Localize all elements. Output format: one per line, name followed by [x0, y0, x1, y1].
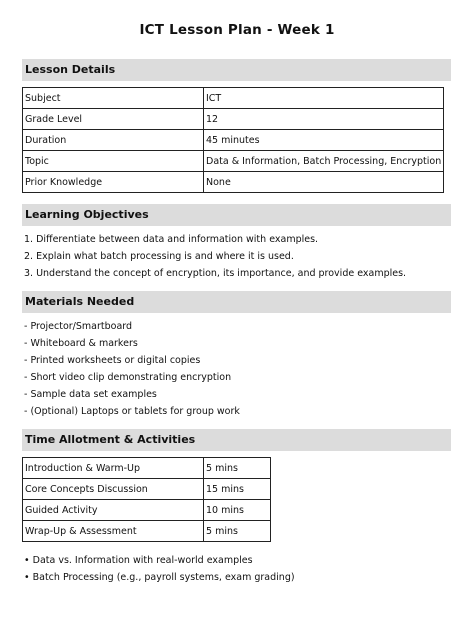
list-item: 1. Differentiate between data and information with examples.: [24, 234, 319, 245]
list-item: - Projector/Smartboard: [24, 321, 133, 332]
list-item: 2. Explain what batch processing is and where it is used.: [24, 251, 294, 262]
section-title: Learning Objectives: [25, 208, 149, 221]
list-item: - Whiteboard & markers: [24, 338, 138, 349]
topic-bullets: [24, 552, 295, 586]
table-cell-time: 15 mins: [204, 479, 271, 500]
list-item: 3. Understand the concept of encryption, its importance, and provide examples.: [24, 268, 407, 279]
table-row: [23, 521, 271, 542]
table-row: [23, 88, 444, 109]
section-header-materials-needed: [22, 291, 451, 313]
time-allotment-table: [22, 457, 271, 542]
table-row: [23, 500, 271, 521]
table-cell-activity: Guided Activity: [23, 500, 204, 521]
list-item: - Short video clip demonstrating encryption: [24, 372, 232, 383]
lesson-details-table: [22, 87, 444, 193]
list-item: - (Optional) Laptops or tablets for group work: [24, 406, 240, 417]
section-title: Time Allotment & Activities: [25, 433, 196, 446]
table-cell-label: Prior Knowledge: [23, 172, 204, 193]
table-row: [23, 151, 444, 172]
list-item: - Sample data set examples: [24, 389, 157, 400]
table-cell-time: 5 mins: [204, 458, 271, 479]
table-cell-activity: Wrap-Up & Assessment: [23, 521, 204, 542]
table-row: [23, 479, 271, 500]
table-row: [23, 109, 444, 130]
section-title: Materials Needed: [25, 295, 135, 308]
table-cell-activity: Introduction & Warm-Up: [23, 458, 204, 479]
table-row: [23, 130, 444, 151]
materials-list: [24, 318, 240, 420]
table-row: [23, 172, 444, 193]
table-cell-label: Duration: [23, 130, 204, 151]
section-header-lesson-details: [22, 59, 451, 81]
section-title: Lesson Details: [25, 63, 116, 76]
list-item: • Data vs. Information with real-world examples: [24, 555, 253, 566]
table-cell-value: 12: [204, 109, 444, 130]
list-item: • Batch Processing (e.g., payroll systems, exam grading): [24, 572, 295, 583]
table-cell-time: 5 mins: [204, 521, 271, 542]
table-cell-value: 45 minutes: [204, 130, 444, 151]
table-cell-time: 10 mins: [204, 500, 271, 521]
table-cell-value: Data & Information, Batch Processing, Encryption: [204, 151, 444, 172]
table-cell-label: Grade Level: [23, 109, 204, 130]
objectives-list: [24, 231, 406, 282]
section-header-learning-objectives: [22, 204, 451, 226]
table-cell-activity: Core Concepts Discussion: [23, 479, 204, 500]
table-cell-label: Topic: [23, 151, 204, 172]
table-cell-value: ICT: [204, 88, 444, 109]
page-title: ICT Lesson Plan - Week 1: [139, 22, 335, 38]
section-header-time-allotment: [22, 429, 451, 451]
table-row: [23, 458, 271, 479]
table-cell-value: None: [204, 172, 444, 193]
list-item: - Printed worksheets or digital copies: [24, 355, 201, 366]
table-cell-label: Subject: [23, 88, 204, 109]
